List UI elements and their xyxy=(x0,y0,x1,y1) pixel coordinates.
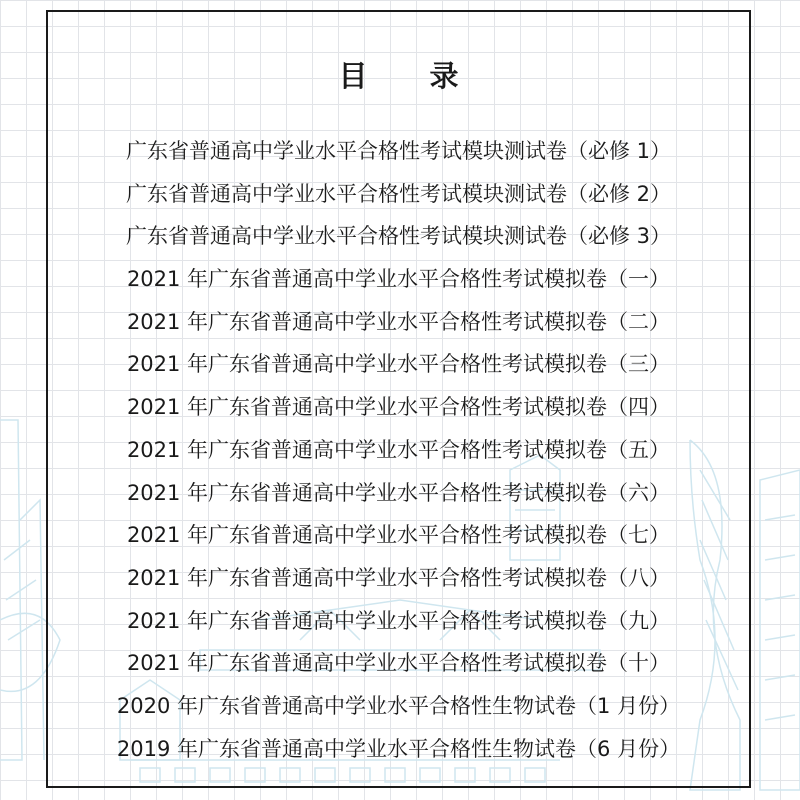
toc-item[interactable]: 广东省普通高中学业水平合格性考试模块测试卷（必修 1） xyxy=(125,139,672,163)
toc-item[interactable]: 2021 年广东省普通高中学业水平合格性考试模拟卷（二） xyxy=(126,309,671,334)
toc-item[interactable]: 广东省普通高中学业水平合格性考试模块测试卷（必修 3） xyxy=(125,224,672,249)
page-title: 目 录 xyxy=(338,59,485,93)
toc-item[interactable]: 2021 年广东省普通高中学业水平合格性考试模拟卷（九） xyxy=(126,608,671,633)
toc-item[interactable]: 2021 年广东省普通高中学业水平合格性考试模拟卷（八） xyxy=(126,565,671,590)
toc-item[interactable]: 2021 年广东省普通高中学业水平合格性考试模拟卷（七） xyxy=(126,523,671,548)
toc-item[interactable]: 2021 年广东省普通高中学业水平合格性考试模拟卷（十） xyxy=(126,651,671,676)
toc-item[interactable]: 2021 年广东省普通高中学业水平合格性考试模拟卷（一） xyxy=(126,267,671,292)
toc-item[interactable]: 2021 年广东省普通高中学业水平合格性考试模拟卷（五） xyxy=(126,437,671,462)
table-of-contents-panel xyxy=(46,10,751,788)
toc-item[interactable]: 2019 年广东省普通高中学业水平合格性生物试卷（6 月份） xyxy=(116,736,681,761)
toc-list xyxy=(48,130,749,770)
toc-item[interactable]: 2021 年广东省普通高中学业水平合格性考试模拟卷（三） xyxy=(126,352,671,377)
toc-item[interactable]: 广东省普通高中学业水平合格性考试模块测试卷（必修 2） xyxy=(125,181,672,206)
toc-item[interactable]: 2021 年广东省普通高中学业水平合格性考试模拟卷（四） xyxy=(126,395,671,420)
toc-item[interactable]: 2020 年广东省普通高中学业水平合格性生物试卷（1 月份） xyxy=(116,693,681,718)
toc-item[interactable]: 2021 年广东省普通高中学业水平合格性考试模拟卷（六） xyxy=(126,480,671,505)
